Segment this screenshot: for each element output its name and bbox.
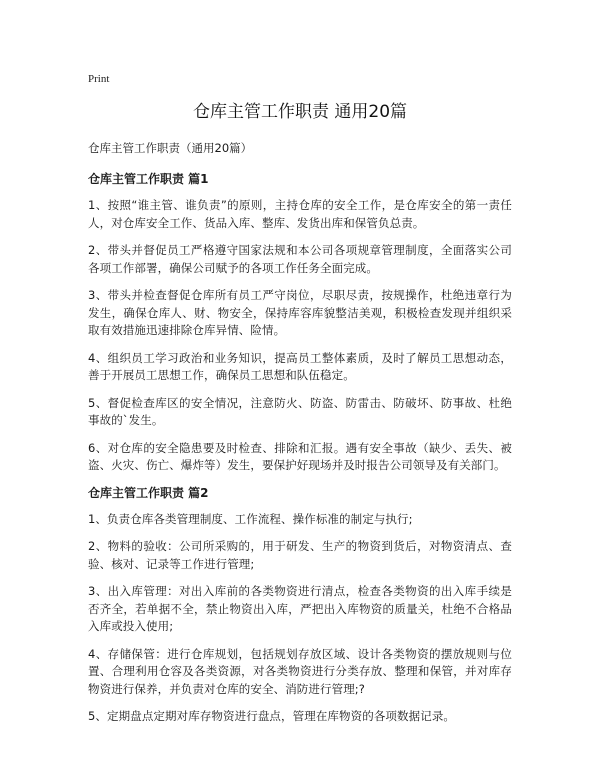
paragraph: 6、对仓库的安全隐患要及时检查、排除和汇报。遇有安全事故（缺少、丢失、被盗、火灾、伤亡、爆炸等）发生，要保护好现场并及时报告公司领导及有关部门。 — [88, 440, 512, 472]
document-subtitle: 仓库主管工作职责（通用20篇） — [88, 141, 253, 155]
section-1 — [88, 171, 512, 475]
paragraph: 5、定期盘点定期对库存物资进行盘点，管理在库物资的各项数据记录。 — [88, 709, 456, 723]
section-heading: 仓库主管工作职责 篇2 — [88, 485, 209, 500]
paragraph: 2、带头并督促员工严格遵守国家法规和本公司各项规章管理制度，全面落实公司各项工作部署，确保公司赋予的各项工作任务全面完成。 — [88, 243, 512, 275]
section-heading: 仓库主管工作职责 篇1 — [88, 172, 209, 186]
paragraph: 5、督促检查库区的安全情况，注意防火、防盗、防雷击、防破坏、防事故、杜绝事故的`发生。 — [88, 395, 512, 427]
section-2 — [88, 485, 512, 726]
paragraph: 3、带头并检查督促仓库所有员工严守岗位，尽职尽责，按规操作，杜绝违章行为发生，确保仓库人、财、物安全，保持库容库貌整洁美观，积极检查发现并组织采取有效措施迅速排除仓库异情、险情。 — [88, 288, 512, 337]
paragraph: 4、组织员工学习政治和业务知识，提高员工整体素质，及时了解员工思想动态，善于开展员工思想工作，确保员工思想和队伍稳定。 — [88, 350, 512, 382]
paragraph: 2、物料的验收：公司所采购的，用于研发、生产的物资到货后，对物资清点、查验、核对、记录等工作进行管理; — [88, 539, 512, 571]
paragraph: 1、按照“谁主管、谁负责”的原则，主持仓库的安全工作，是仓库安全的第一责任人，对仓库安全工作、货品入库、整库、发货出库和保管负总责。 — [88, 198, 512, 230]
document-title: 仓库主管工作职责 通用20篇 — [192, 102, 408, 122]
print-label: Print — [88, 73, 110, 85]
paragraph: 1、负责仓库各类管理制度、工作流程、操作标准的制定与执行; — [88, 511, 413, 526]
paragraph: 4、存储保管：进行仓库规划，包括规划存放区域、设计各类物资的摆放规则与位置、合理利用仓容及各类资源，对各类物资进行分类存放、整理和保管，并对库存物资进行保养，并负责对仓库的安全、消防进行管理;? — [88, 646, 512, 696]
paragraph: 3、出入库管理：对出入库前的各类物资进行清点，检查各类物资的出入库手续是否齐全，若单据不全，禁止物资出入库，严把出入库物资的质量关，杜绝不合格品入库或投入使用; — [88, 584, 512, 633]
